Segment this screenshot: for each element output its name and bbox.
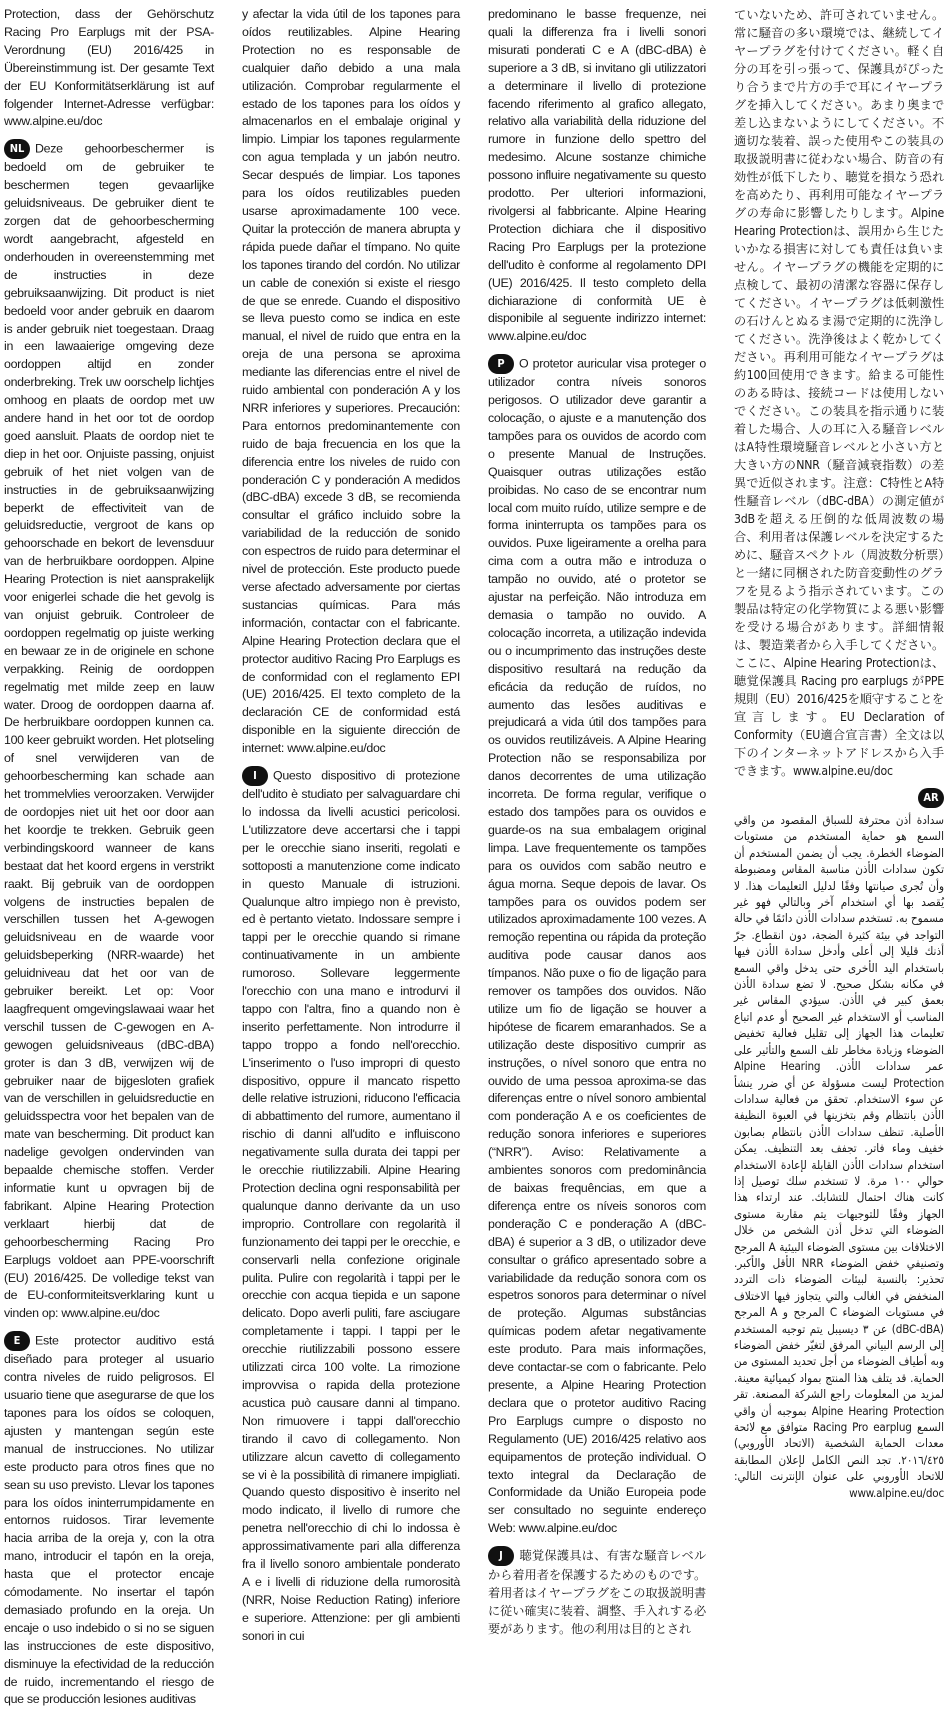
spanish-section — [4, 1331, 214, 1709]
portuguese-section — [488, 354, 706, 1538]
japanese-text: 聴覚保護具は、有害な騒音レベルから着用者を保護するためのものです。着用者はイヤープラグをこの取扱説明書に従い確実に装着、調整、手入れする必要があります。他の利用は目的とされ — [488, 1548, 706, 1637]
italian-text: Questo dispositivo di protezione dell'udito è studiato per salvaguardare chi lo indossa da livelli acustici pericolosi. L'utilizzatore deve accertarsi che i tappi per le orecchie siano inseriti, regolati e sottoposti a manutenzione come indicato in questo Manuale di istruzioni. Qualunque altro impiego non è previsto, ed è pertanto vietato. Indossare sempre i tappi per le orecchie quando si rimane continuativamente in un ambiente rumoroso. Sollevare leggermente l'orecchio con una mano e introdurvi il tappo con l'altra, fino a quando non è inserito perfettamente. Non introdurre il tappo troppo a fondo nell'orecchio. L'inserimento o l'uso impropri di questo dispositivo, oppure il mancato rispetto delle relative istruzioni, riducono l'efficacia di abbattimento del rumore, aumentano il rischio di danni all'udito e influiscono negativamente sulla durata dei tappi per le orecchie riutilizzabili. Alpine Hearing Protection declina ogni responsabilità per qualunque danno derivante da un uso improprio. Controllare con regolarità il funzionamento dei tappi per le orecchie, e conservarli nella confezione originale pulita. Pulire con regolarità i tappi per le orecchie con acqua tiepida e un sapone delicato. Dopo averli puliti, fare asciugare completamente i tappi. I tappi per le orecchie riutilizzabili possono essere utilizzati circa 100 volte. La rimozione improvvisa o rapida della protezione acustica può causare danni al timpano. Non rimuovere i tappi dall'orecchio tirando il cavo di collegamento. Non utilizzare alcun cavetto di collegamento se vi è la possibilità di rimanere impigliati. Quando questo dispositivo è inserito nel modo indicato, il livello di rumore che penetra nell'orecchio di chi lo indossa è approssimativamente pari alla differenza fra il livello sonoro ambientale ponderato A e i livelli di riduzione della rumorosità (NRR, Noise Reduction Rating) inferiore e superiore. Attenzione: per gli ambienti sonori in cui — [242, 768, 460, 1643]
portuguese-text: O protetor auricular visa proteger o utilizador contra níveis sonoros perigosos. O utilizador deve garantir a colocação, o ajuste e a manutenção dos tampões para os ouvidos de acordo com o presente Manual de Instruções. Quaisquer outras utilizações estão proibidas. No caso de se encontrar num local com muito ruído, utilize sempre e de forma ininterrupta os tampões para os ouvidos. Puxe ligeiramente a orelha para cima com a outra mão e introduza o tampão no ouvido, até o protetor se ajustar na perfeição. Não introduza em demasia o tampão no ouvido. A colocação incorreta, a utilização indevida ou o incumprimento das instruções deste dispositivo resultará na redução da eficácia da redução de ruídos, no aumento das lesões auditivas e prejudicará a vida útil dos tampões para os ouvidos reutilizáveis. A Alpine Hearing Protection não se responsabiliza por danos decorrentes de uma utilização incorreta. De forma regular, verifique o estado dos tampões para os ouvidos e guarde-os na sua embalagem original limpa. Lave frequentemente os tampões para os ouvidos com sabão neutro e água morna. Seque depois de lavar. Os tampões para os ouvidos podem ser utilizados aproximadamente 100 vezes. A remoção repentina ou rápida da proteção auditiva pode causar danos aos tímpanos. Não puxe o fio de ligação para remover os tampões dos ouvidos. Não utilize um fio de ligação se houver a hipótese de ficarem emaranhados. Se a utilização deste dispositivo cumprir as instruções, o nível sonoro que entra no ouvido de uma pessoa aproxima-se das diferenças entre o nível sonoro ambiental com ponderação A e os coeficientes de redução sonora inferiores e superiores (“NRR”). Aviso: Relativamente a ambientes sonoros com predominância de baixas frequências, em que a diferença entre os níveis sonoros com ponderação C e ponderação A (dBC-dBA) é superior a 3 dB, o utilizador deve consultar o gráfico apresentado sobre a variabilidade da redução sonora com os espetros sonoros para determinar o nível de proteção. Algumas substâncias químicas podem afetar negativamente este produto. Para mais informações, deve contactar-se com o fabricante. Pelo presente, a Alpine Hearing Protection declara que o protetor auditivo Racing Pro Earplugs cumpre o disposto no Regulamento (UE) 2016/425 relativo aos equipamentos de proteção individual. O texto integral da Declaração de Conformidade da União Europeia pode ser consultado no seguinte endereço Web: www.alpine.eu/doc — [488, 356, 706, 1536]
spanish-section-continued: y afectar la vida útil de los tapones para oídos reutilizables. Alpine Hearing Protection no es responsable de cualquier daño debido a una mala utilización. Comprobar regularmente el estado de los tapones para los oídos y almacenarlos en el embalaje original y limpio. Limpiar los tapones regularmente con agua templada y un jabón neutro. Secar después de limpiar. Los tapones para los oídos reutilizables pueden usarse aproximadamente 100 vece. Quitar la protección de manera abrupta y rápida puede dañar el tímpano. No quite los tapones tirando del cordón. No utilizar un cable de conexión si existe el riesgo de que se enrede. Cuando el dispositivo se lleva puesto como se indica en este manual, el nivel de ruido que entra en la oreja de una persona se aproxima mediante las diferencias entre el nivel de ruido ambiental con ponderación A y los NRR inferiores y superiores. Precaución: Para entornos predominantemente con ruido de baja frecuencia en los que la diferencia entre los niveles de ruido con ponderación C y ponderación A medidos (dBC-dBA) excede 3 dB, se recomienda consultar el gráfico incluido sobre la variabilidad de la reducción de sonido con espectros de ruido para determinar el nivel de protección. Este producto puede verse afectado adversamente por ciertas sustancias químicas. Para más información, contactar con el fabricante. Alpine Hearing Protection declara que el protector auditivo Racing Pro Earplugs es de conformidad con el reglamento EPI (UE) 2016/425. El texto completo de la declaración CE de conformidad está disponible en la siguiente dirección de internet: www.alpine.eu/doc — [242, 7, 460, 756]
dutch-section — [4, 139, 214, 1323]
language-badge-nl: NL — [4, 139, 30, 159]
text-columns — [4, 6, 945, 1707]
german-section-end: Protection, dass der Gehörschutz Racing Pro Earplugs mit der PSA-Verordnung (EU) 2016/425 in Übereinstimmung ist. Der gesamte Text der EU Konformitätserklärung ist auf folgender Internet-Adresse verfügbar: www.alpine.eu/doc — [4, 7, 214, 129]
language-badge-ar: AR — [918, 788, 944, 808]
language-badge-i: I — [242, 766, 268, 786]
japanese-section — [488, 1546, 706, 1638]
arabic-text: سدادة أذن محترفة للسباق المقصود من واقي السمع هو حماية المستخدم من مستويات الضوضاء الخطرة. يجب أن يضمن المستخدم أن تكون سدادات الأذن مناسبة المقاس ومضبوطة وأن تُجرى صيانتها وفقًا لدليل التعليمات هذا. لا يُقصد بها أي استخدام آخر وبالتالي فهو غير مسموح به. تستخدم سدادات الأذن دائمًا في حالة التواجد في بيئة كثيرة الضجة، دون انقطاع. جرّ أذنك قليلا إلى أعلى وأدخل سدادة الأذن فيها باستخدام اليد الأخرى حتى يدخل واقي السمع في مكانه بشكل صحيح. لا تضع سدادة الأذن بعمق كبير في الأذن. سيؤدي المقاس غير المناسب أو الاستخدام غير الصحيح أو عدم اتباع تعليمات هذا الجهاز إلى تقليل فعالية تخفيض الضوضاء وزيادة مخاطر تلف السمع والتأثير على عمر سدادات الأذن. Alpine Hearing Protection ليست مسؤولة عن أي ضرر ينشأ عن سوء الاستخدام. تحقق من فعالية سدادات الأذن بانتظام وقم بتخزينها في العبوة النظيفة الأصلية. تنظف سدادات الأذن بانتظام بصابون خفيف وماء فاتر. تجفف بعد التنظيف. يمكن استخدام سدادات الأذن القابلة لإعادة الاستخدام حوالي ١٠٠ مرة. لا تستخدم سلك توصيل إذا كانت هناك احتمال للتشابك. عند ارتداء هذا الجهاز وفقًا للتوجيهات يتم مقاربة مستوى الضوضاء التي تدخل أذن الشخص من خلال الاختلافات بين مستوى الضوضاء البيئية A المرجح وتصنيفي خفض الضوضاء NRR الأقل والأكبر. تحذير: بالنسبة لبيئات الضوضاء ذات التردد المنخفض في الغالب والتي يتجاوز فيها الاختلاف في مستويات الضوضاء C المرجح و A المرجح (dBC-dBA) عن ٣ ديسيبل يتم توجيه المستخدم إلى الرسم البياني المرفق لتغيّر خفض الضوضاء وبه أطياف الضوضاء من أجل تحديد المستوى من الحماية. قد يتلف هذا المنتج بمواد كيميائية معينة. لمزيد من المعلومات راجع الشركة المصنعة. تقر Alpine Hearing Protection بموجبه أن واقي السمع Racing Pro earplug متوافق مع لائحة معدات الحماية الشخصية (الاتحاد الأوروبي) ٢٠١٦/٤٢٥. تجد النص الكامل لإعلان المطابقة للاتحاد الأوروبي على عنوان الإنترنت التالي: www.alpine.eu/doc — [734, 813, 945, 1500]
column-2 — [242, 6, 460, 1717]
language-badge-e: E — [4, 1331, 30, 1351]
spanish-text: Este protector auditivo está diseñado para proteger al usuario contra niveles de ruido peligrosos. El usuario tiene que asegurarse de que los tapones para los oídos se coloquen, ajusten y mantengan según este manual de instrucciones. No utilizar este producto para otros fines que no sean su uso previsto. Llevar los tapones para los oídos ininterrumpidamente en entornos ruidosos. Tirar levemente hacia arriba de la oreja y, con la otra mano, introducir el tapón en la oreja, hasta que el protector encaje cómodamente. No insertar el tapón demasiado profundo en la oreja. Un encaje o uso indebido o si no se siguen las instrucciones de este dispositivo, disminuye la efectividad de la reducción de ruido, incrementando el riesgo de que se producción lesiones auditivas — [4, 1333, 214, 1707]
dutch-text: Deze gehoorbeschermer is bedoeld om de gebruiker te beschermen tegen gevaarlijke geluidsniveaus. De gebruiker dient te zorgen dat de gehoorbescherming wordt aangebracht, afgesteld en onderhouden in overeenstemming met de instructies in deze gebruiksaanwijzing. Dit product is niet bedoeld voor ander gebruik en daarom is ander gebruik niet toegestaan. Draag in een lawaaierige omgeving deze oordoppen altijd en zonder onderbreking. Trek uw oorschelp lichtjes omhoog en plaats de oordop met uw andere hand in het oor tot de oordop goed aansluit. Plaats de oordop niet te diep in het oor. Onjuiste passing, onjuist gebruik of het niet volgen van de instructies in de gebruiksaanwijzing beperkt de effectiviteit van de geluidsreductie, vergroot de kans op gehoorschade en bekort de levensduur van de herbruikbare oordoppen. Alpine Hearing Protection is niet aansprakelijk voor enigerlei schade die het gevolg is van onjuist gebruik. Controleer de oordoppen regelmatig op juiste werking en bewaar ze in de originele en schone verpakking. Reinig de oordoppen regelmatig met milde zeep en lauw water. Droog de oordoppen daarna af. De herbruikbare oordoppen kunnen ca. 100 keer gebruikt worden. Het plotseling of snel verwijderen van de gehoorbescherming kan schade aan het trommelvlies veroorzaken. Verwijder de oordopjes niet uit het oor door aan het koordje te trekken. Gebruik geen verbindingskoord wanneer de kans bestaat dat het koord ergens in verstrikt raakt. Bij gebruik van de oordoppen volgens de instructies bepalen de verschillen tussen het A-gewogen geluidsniveau en de waarde voor geluidsbeperking (NRR-waarde) het geluidniveau dat het oor van de gebruiker bereikt. Let op: Voor laagfrequent omgevingslawaai waar het verschil tussen de C-gewogen en A-gewogen geluidsniveaus (dBC-dBA) groter is dan 3 dB, verwijzen wij de gebruiker naar de bijgesloten grafiek van de verschillen in geluidsreductie en geluidsspectra voor het bepalen van de mate van bescherming. Dit product kan nadelige gevolgen ondervinden van bepaalde chemische stoffen. Verder informatie kunt u opvragen bij de fabrikant. Alpine Hearing Protection verklaart hierbij dat de gehoorbescherming Racing Pro Earplugs voldoet aan PPE-voorschrift (EU) 2016/425. De volledige tekst van de EU-conformiteitsverklaring kunt u vinden op: www.alpine.eu/doc — [4, 141, 214, 1321]
arabic-header — [734, 788, 944, 808]
column-4 — [734, 6, 944, 1717]
column-3 — [488, 6, 706, 1717]
italian-section — [242, 766, 460, 1646]
language-badge-j: J — [488, 1546, 514, 1566]
column-1 — [4, 6, 214, 1717]
japanese-section-continued: ていないため、許可されていません。常に騒音の多い環境では、継続してイヤープラグを付けてください。軽く自分の耳を引っ張って、保護具がぴったり合うまで片方の手で耳にイヤープラグを挿入してください。あまり奥まで差し込まないようにしてください。不適切な装着、誤った使用やこの装具の取扱説明書に従わない場合、防音の有効性が低下したり、聴覚を損なう恐れを高めたり、再利用可能なイヤープラグの寿命に影響したりします。Alpine Hearing Protectionは、誤用から生じたいかなる損害に対しても責任は負いません。イヤープラグの機能を定期的に点検して、最初の清潔な容器に保存してください。イヤープラグは低刺激性の石けんとぬるま湯で定期的に洗浄してください。洗浄後はよく乾かしてください。再利用可能なイヤープラグは約100回使用できます。給まる可能性のある時は、接続コードは使用しないでください。この装具を指示通りに装着した場合、人の耳に入る騒音レベルはA特性環境騒音レベルと小さい方と大きい方のNNR（騒音減衰指数）の差異で近似されます。注意：C特性とA特性騒音レベル（dBC-dBA）の測定値が3dBを超える圧倒的な低周波数の場合、利用者は保護レベルを決定するために、騒音スペクトル（周波数分析票）と一緒に同梱された防音変動性のグラフを見るよう指示されています。この製品は特定の化学物質による悪い影響を受ける場合があります。詳細情報は、製造業者から入手してください。ここに、Alpine Hearing Protectionは、聴覚保護具 Racing pro earplugs がPPE規則（EU）2016/425を順守することを宣言します。EU Declaration of Conformity（EU適合宣言書）全文は以下のインターネットアドレスから入手できます。www.alpine.eu/doc — [734, 8, 944, 778]
language-badge-p: P — [488, 354, 514, 374]
italian-section-continued: predominano le basse frequenze, nei quali la differenza fra i livelli sonori misurati ponderati C e A (dBC-dBA) è superiore a 3 dB, si invitano gli utilizzatori a determinare il livello di protezione facendo riferimento al grafico allegato, relativo alla variabilità della riduzione del rumore in funzione dello spettro del medesimo. Alcune sostanze chimiche possono influire negativamente su questo prodotto. Per ulteriori informazioni, rivolgersi al fabbricante. Alpine Hearing Protection dichiara che il dispositivo Racing Pro Earplugs per la protezione dell'udito è conforme al regolamento DPI (UE) 2016/425. Il testo completo della dichiarazione di conformità UE è disponibile al seguente indirizzo internet: www.alpine.eu/doc — [488, 7, 706, 344]
